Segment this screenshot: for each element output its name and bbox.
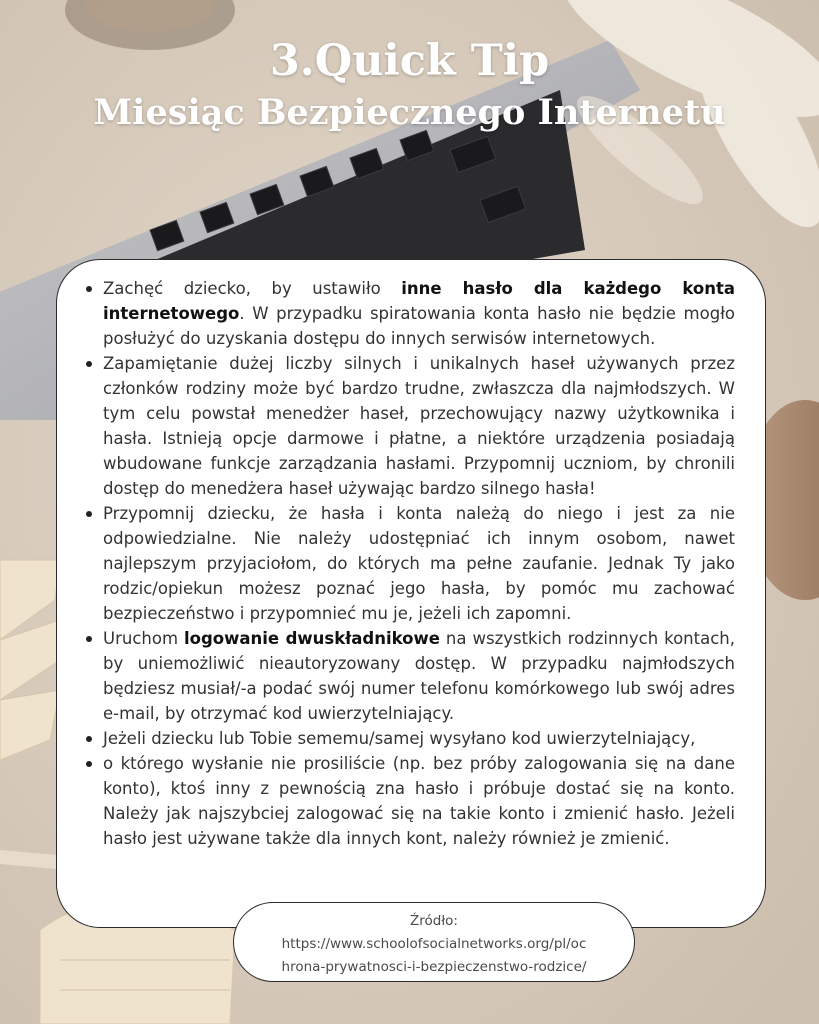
source-label: Źródło: bbox=[410, 913, 458, 929]
tip-item-3 bbox=[103, 501, 735, 626]
tip-1-bold: inne hasło dla każdego konta internetowego bbox=[103, 279, 735, 323]
tip-1-pre: Zachęć dziecko, by ustawiło bbox=[103, 279, 402, 298]
tips-list bbox=[103, 276, 735, 851]
tip-item-1 bbox=[103, 276, 735, 351]
title-line-2: Miesiąc Bezpiecznego Internetu bbox=[93, 92, 726, 133]
tip-4-bold: logowanie dwuskładnikowe bbox=[184, 629, 440, 648]
source-url-line-1[interactable]: https://www.schoolofsocialnetworks.org/pl/oc bbox=[281, 936, 587, 952]
tip-2-text: Zapamiętanie dużej liczby silnych i unikalnych haseł używanych przez członków rodziny może być bardzo trudne, zwłaszcza dla najmłodszych. W tym celu powstał menedżer haseł, przechowujący nazwy użytkownika i hasła. Istnieją opcje darmowe i płatne, a niektóre urządzenia posiadają wbudowane funkcje zarządzania hasłami. Przypomnij uczniom, by chronili dostęp do menedżera haseł używając bardzo silnego hasła! bbox=[103, 354, 735, 498]
tip-6-text: o którego wysłanie nie prosiliście (np. bez próby zalogowania się na dane konto), ktoś inny z pewnością zna hasło i próbuje dostać się na konto. Należy jak najszybciej zalogować się na takie konto i zmienić hasło. Jeżeli hasło jest używane także dla innych kont, należy również je zmienić. bbox=[103, 754, 735, 848]
dried-palm-fan-left bbox=[0, 560, 60, 760]
tip-item-6 bbox=[103, 751, 735, 851]
tip-4-pre: Uruchom bbox=[103, 629, 184, 648]
source-url-line-2[interactable]: hrona-prywatnosci-i-bezpieczenstwo-rodzice/ bbox=[281, 959, 587, 975]
tip-item-2 bbox=[103, 351, 735, 501]
tip-item-4 bbox=[103, 626, 735, 726]
tip-4-post: na wszystkich rodzinnych kontach, by uniemożliwić nieautoryzowany dostęp. W przypadku najmłodszych będziesz musiał/-a podać swój numer telefonu komórkowego lub swój adres e-mail, by otrzymać kod uwierzytelniający. bbox=[103, 629, 735, 723]
source-box bbox=[233, 902, 635, 982]
tip-1-post: . W przypadku spiratowania konta hasło nie będzie mogło posłużyć do uzyskania dostępu do innych serwisów internetowych. bbox=[103, 304, 735, 348]
tip-3-text: Przypomnij dziecku, że hasła i konta należą do niego i jest za nie odpowiedzialne. Nie należy udostępniać ich innym osobom, nawet najlepszym przyjaciołom, do których ma pełne zaufanie. Jednak Ty jako rodzic/opiekun możesz poznać jego hasła, by pomóc mu zachować bezpieczeństwo i przypomnieć mu je, jeżeli ich zapomni. bbox=[103, 504, 735, 623]
tip-item-5 bbox=[103, 726, 735, 751]
tips-card bbox=[56, 259, 766, 928]
tip-5-text: Jeżeli dziecku lub Tobie sememu/samej wysyłano kod uwierzytelniający, bbox=[103, 729, 696, 748]
title-line-1: 3.Quick Tip bbox=[269, 36, 550, 86]
